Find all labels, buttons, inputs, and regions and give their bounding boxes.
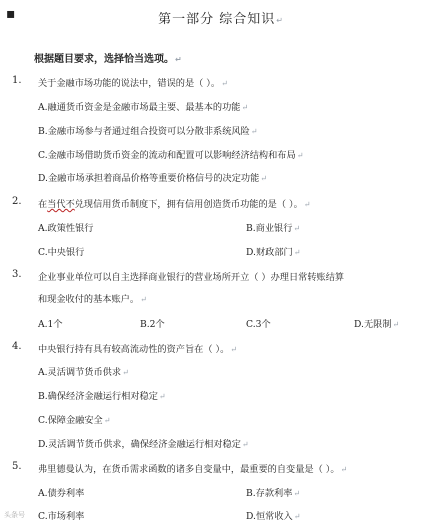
question-2-text: 在当代不兑现信用货币制度下，拥有信用创造货币功能的是（ ）。↵ xyxy=(38,199,311,210)
question-4-text: 中央银行持有具有较高流动性的资产旨在（ ）。↵ xyxy=(38,344,237,355)
question-3-text-line-1: 企业事业单位可以自主选择商业银行的营业场所开立（ ）办理日常转账结算 xyxy=(38,272,345,283)
watermark-text: 头条号 xyxy=(4,511,25,519)
list-bullet: ▪ xyxy=(6,6,16,22)
question-1-text: 关于金融市场功能的说法中，错误的是（ ）。↵ xyxy=(38,78,228,89)
question-1-option-b: B.金融市场参与者通过组合投资可以分散非系统风险↵ xyxy=(38,126,258,137)
question-1-option-a: A.融通货币资金是金融市场最主要、最基本的功能↵ xyxy=(38,102,249,113)
question-3-option-a: A.1个 xyxy=(38,319,63,330)
question-1-number: 1. xyxy=(12,75,22,86)
question-2-number: 2. xyxy=(12,196,22,207)
question-1-option-d: D.金融市场承担着商品价格等重要价格信号的决定功能↵ xyxy=(38,173,267,184)
question-2-option-b: B.商业银行↵ xyxy=(246,223,301,234)
question-5-text: 弗里德曼认为，在货币需求函数的诸多自变量中，最重要的自变量是（ ）。↵ xyxy=(38,464,348,475)
question-2-option-a: A.政策性银行 xyxy=(38,223,94,234)
question-4-option-c: C.保障金融安全↵ xyxy=(38,415,111,426)
question-2-option-d: D.财政部门↵ xyxy=(246,247,301,258)
question-5-option-c: C.市场利率 xyxy=(38,511,85,522)
question-3-number: 3. xyxy=(12,269,22,280)
question-3-text-line-2: 和现金收付的基本账户。↵ xyxy=(38,294,147,305)
question-3-option-b: B.2个 xyxy=(140,319,165,330)
question-4-option-b: B.确保经济金融运行相对稳定↵ xyxy=(38,391,166,402)
question-4-option-d: D.灵活调节货币供求，确保经济金融运行相对稳定↵ xyxy=(38,439,249,450)
question-2-option-c: C.中央银行 xyxy=(38,247,85,258)
question-5-number: 5. xyxy=(12,461,22,472)
instruction-text: 根据题目要求，选择恰当选项。↵ xyxy=(34,54,182,65)
question-1-option-c: C.金融市场借助货币资金的流动和配置可以影响经济结构和布局↵ xyxy=(38,150,304,161)
question-5-option-a: A.债券利率 xyxy=(38,488,85,499)
question-5-option-d: D.恒常收入↵ xyxy=(246,511,301,522)
question-3-option-d: D.无限制↵ xyxy=(354,319,400,330)
page-title: 第一部分 综合知识↵ xyxy=(158,12,284,27)
question-3-option-c: C.3个 xyxy=(246,319,271,330)
question-5-option-b: B.存款利率↵ xyxy=(246,488,301,499)
question-4-option-a: A.灵活调节货币供求↵ xyxy=(38,367,129,378)
question-4-number: 4. xyxy=(12,341,22,352)
